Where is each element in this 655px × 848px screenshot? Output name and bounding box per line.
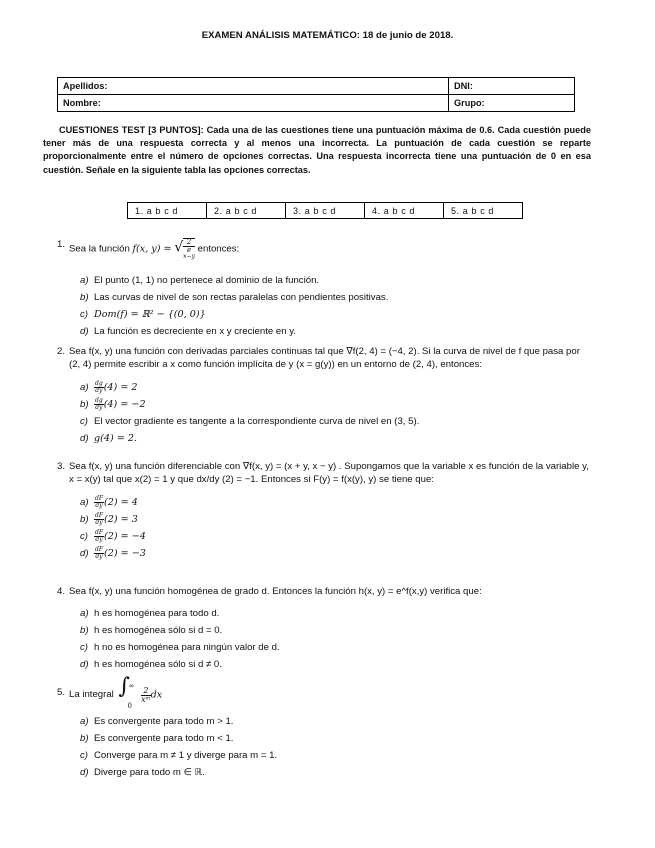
answer-cell-4[interactable]: 4. a b c d — [365, 203, 444, 219]
question-number: 3. — [57, 461, 66, 472]
grupo-field[interactable]: Grupo: — [449, 95, 575, 112]
option-d: d) Diverge para todo m ∈ ℝ. — [80, 767, 205, 778]
option-c: c) h no es homogénea para ningún valor de d. — [80, 642, 280, 654]
dni-field[interactable]: DNI: — [449, 78, 575, 95]
option-d: d) g(4) = 2. — [80, 432, 138, 444]
option-d: d) La función es decreciente en x y creciente en y. — [80, 326, 296, 337]
option-a: a) h es homogénea para todo d. — [80, 608, 220, 620]
option-b: b) Es convergente para todo m < 1. — [80, 733, 234, 744]
option-a: a) Es convergente para todo m > 1. — [80, 716, 234, 727]
question-stem: Sea f(x, y) una función diferenciable con ∇f(x, y) = (x + y, x − y) . Supongamos que la variable x es función de la variable y, x = x(y) tal que x(2) = 1 y que dx/dy (2) = −1. Entonces si F(y) = f(x(y), y) se tiene que: — [69, 461, 589, 486]
exam-title: EXAMEN ANÁLISIS MATEMÁTICO: 18 de junio de 2018. — [201, 30, 454, 41]
option-a: a) $\frac{dF}{dy}$ (2) = 4 — [80, 494, 138, 509]
question-3 — [57, 460, 592, 562]
answer-cell-2[interactable]: 2. a b c d — [207, 203, 286, 219]
answer-cell-3[interactable]: 3. a b c d — [286, 203, 365, 219]
option-b: b) h es homogénea sólo si d = 0. — [80, 625, 223, 637]
option-c: c) El vector gradiente es tangente a la correspondiente curva de nivel en (3, 5). — [80, 415, 420, 427]
apellidos-field[interactable]: Apellidos: — [58, 78, 449, 95]
question-stem: Sea f(x, y) una función homogénea de grado d. Entonces la función h(x, y) = e^f(x,y) verifica que: — [69, 586, 482, 597]
instructions-paragraph: CUESTIONES TEST [3 PUNTOS]: Cada una de las cuestiones tiene una puntuación máxima de 0.6. Cada cuestión puede tener más de una respuesta correcta y al menos una incorrecta. La puntuación de cada cuestión se reparte proporcionalmente entre el número de opciones correctas. Una respuesta incorrecta tiene una puntuación de 0 en esa cuestión. Señale en la siguiente tabla las opciones correctas. — [43, 125, 591, 175]
question-2 — [57, 345, 592, 447]
sqrt-fraction: 2 e x−y — [183, 238, 195, 260]
option-c: c) Converge para m ≠ 1 y diverge para m = 1. — [80, 750, 278, 761]
question-stem: Sea f(x, y) una función con derivadas parciales continuas tal que ∇f(2, 4) = (−4, 2). Si la curva de nivel de f que pasa por (2, 4) permite escribir a x como función implícita de y (x = g(y)) en un entorno de (2, 4), entonces: — [69, 346, 580, 371]
question-1 — [57, 238, 592, 340]
question-stem: Sea la función f(x, y) = √ 2 e x−y entonces: — [69, 238, 240, 260]
answer-cell-1[interactable]: 1. a b c d — [128, 203, 207, 219]
student-info-table — [57, 77, 575, 112]
option-a: a) El punto (1, 1) no pertenece al dominio de la función. — [80, 275, 320, 286]
question-4 — [57, 585, 592, 673]
option-d: d) $\frac{dF}{dy}$ (2) = −3 — [80, 545, 146, 560]
question-number: 1. — [57, 239, 66, 250]
integral-sign: ∫ ∞ 0 — [118, 674, 135, 710]
option-c: c) Dom(f) = ℝ² − {(0, 0)} — [80, 309, 206, 320]
answer-table — [127, 202, 523, 219]
option-a: a) $\frac{dg}{dy}$ (4) = 2 — [80, 379, 138, 394]
option-b: b) Las curvas de nivel de son rectas paralelas con pendientes positivas. — [80, 292, 389, 303]
question-number: 5. — [57, 687, 66, 698]
integrand-fraction: $\frac{2}{\text{xᵐ}}$ — [141, 685, 151, 704]
question-number: 4. — [57, 586, 66, 597]
question-stem: La integral ∫ ∞ 0 $\frac{2}{\text{xᵐ}}$ dx — [69, 674, 163, 710]
question-5 — [57, 674, 592, 781]
nombre-field[interactable]: Nombre: — [58, 95, 449, 112]
answer-cell-5[interactable]: 5. a b c d — [444, 203, 523, 219]
option-d: d) h es homogénea sólo si d ≠ 0. — [80, 659, 222, 671]
option-c: c) $\frac{dF}{dy}$ (2) = −4 — [80, 528, 146, 543]
option-b: b) $\frac{dg}{dy}$ (4) = −2 — [80, 396, 146, 411]
question-number: 2. — [57, 346, 66, 357]
option-b: b) $\frac{dF}{dy}$ (2) = 3 — [80, 511, 138, 526]
